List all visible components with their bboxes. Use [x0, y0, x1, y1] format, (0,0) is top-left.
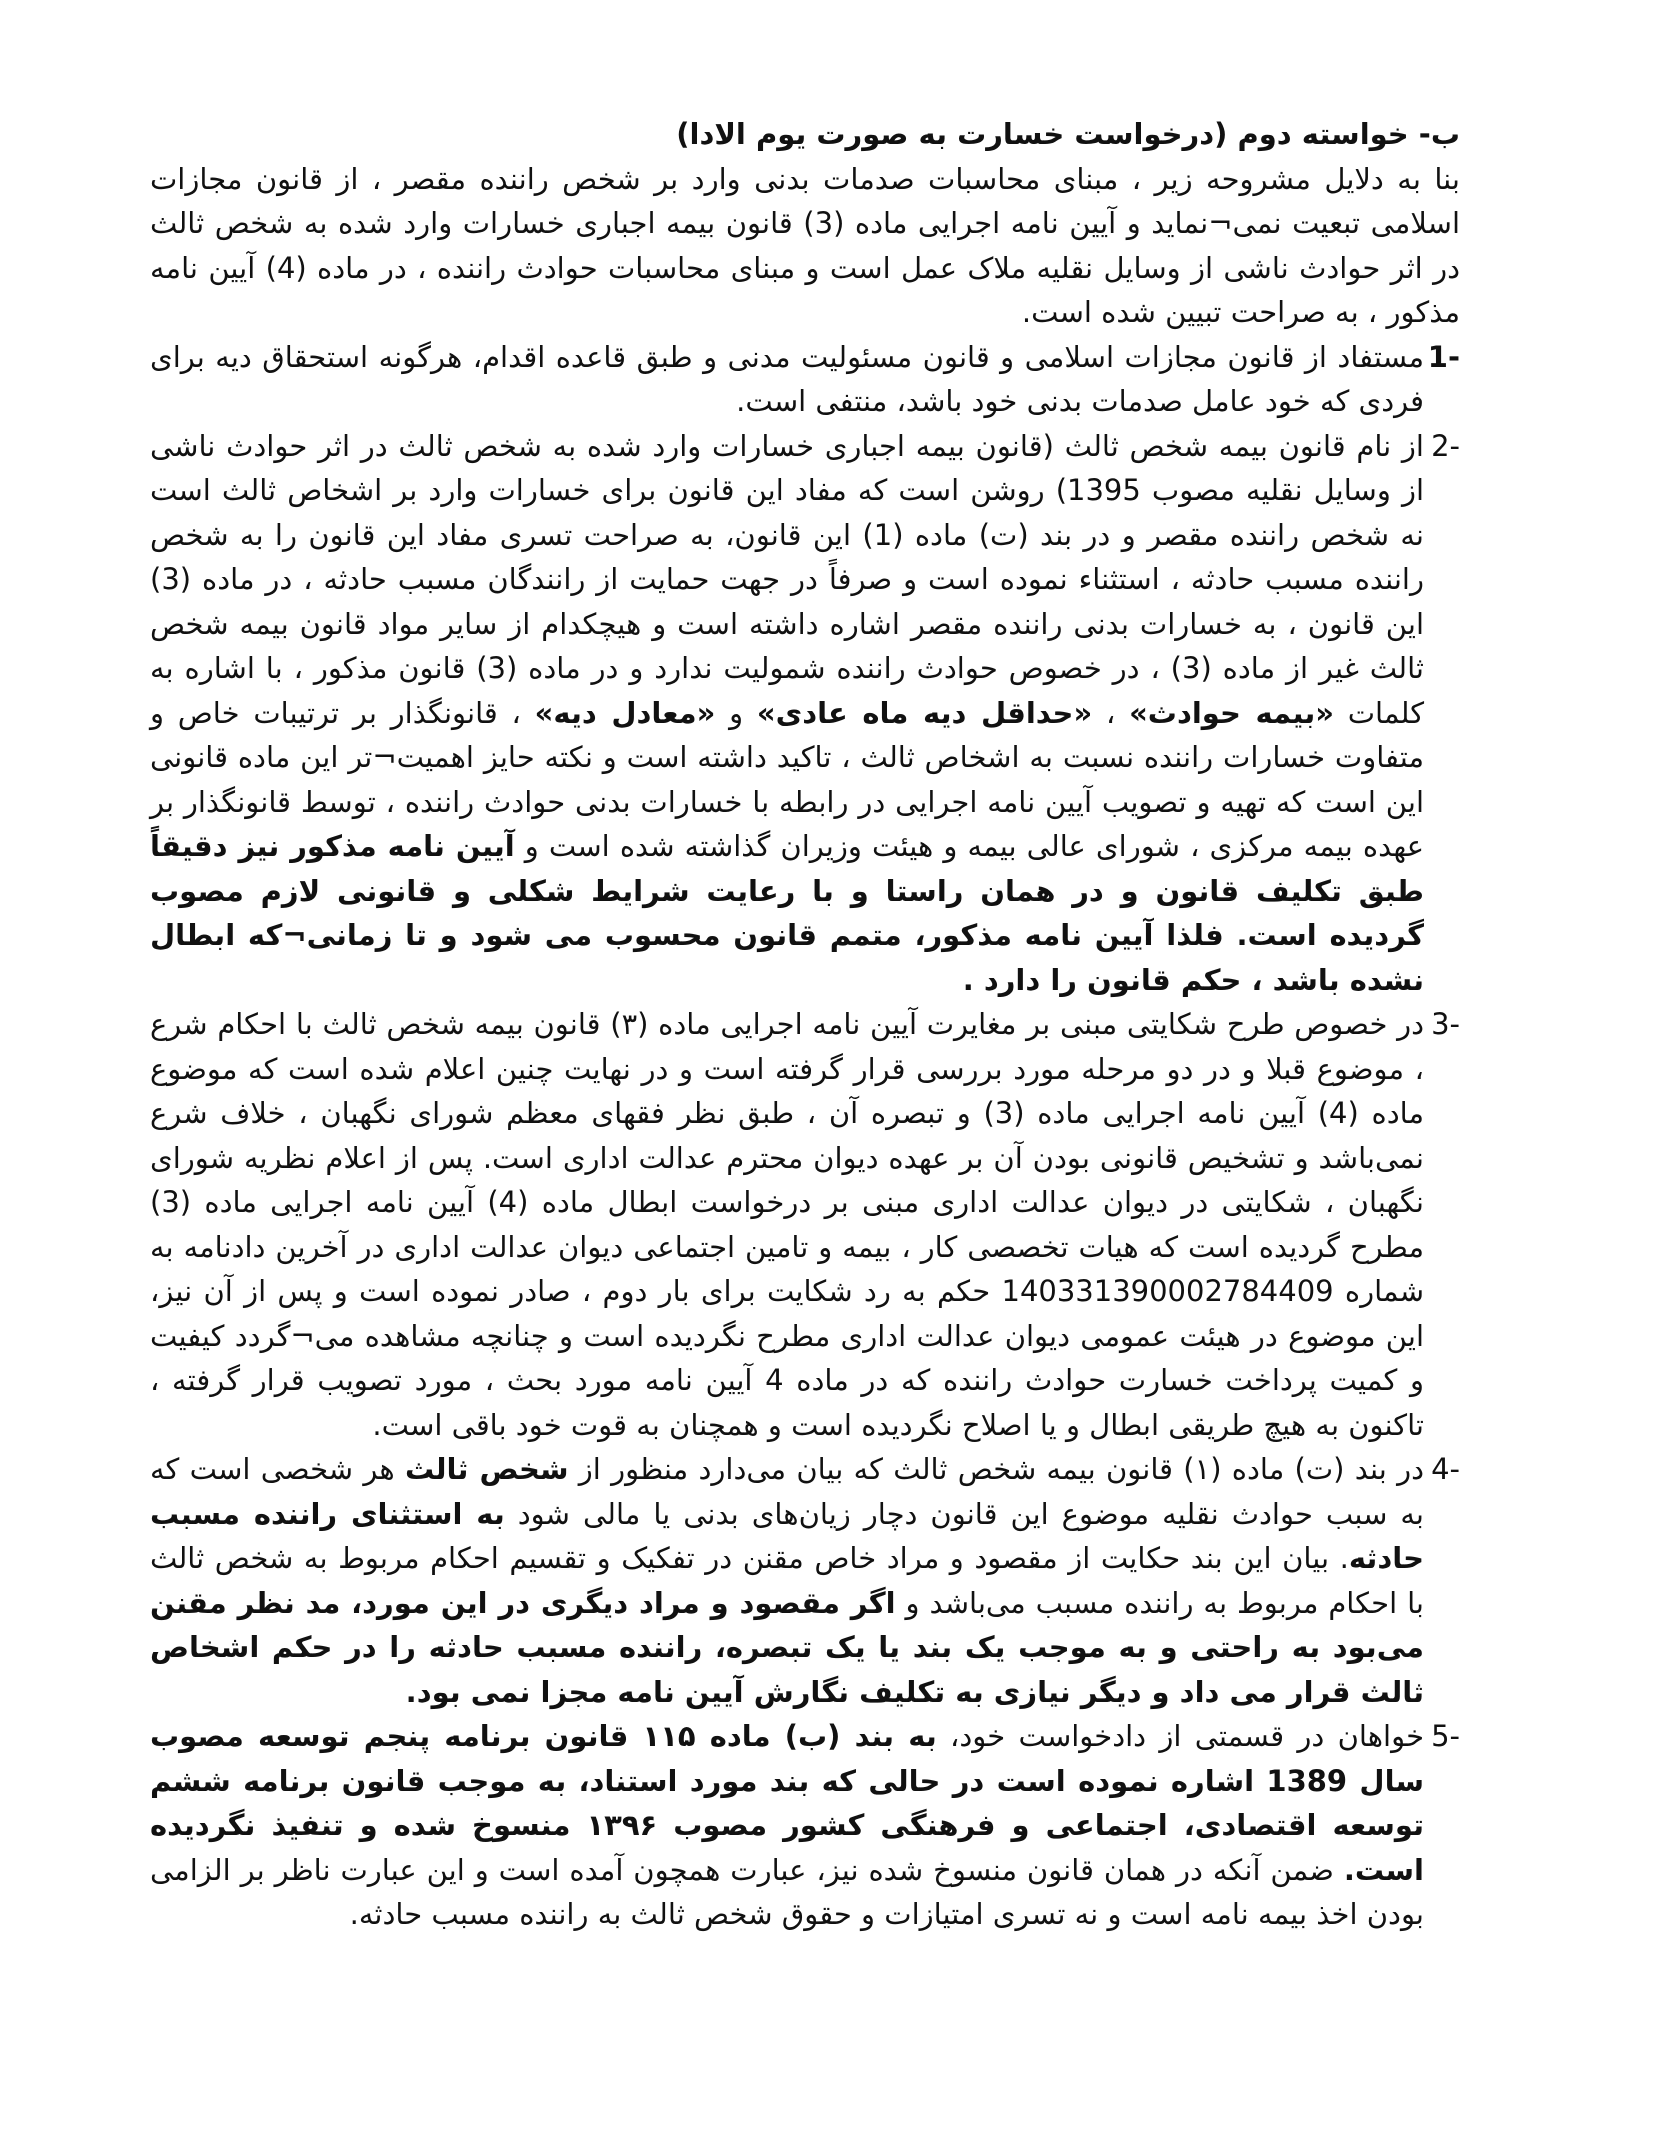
- section-heading: ب- خواسته دوم (درخواست خسارت به صورت یوم الادا): [676, 117, 1460, 151]
- text-run: ،: [1105, 695, 1116, 730]
- text-run: . بیان این بند حکایت از مقصود و مراد خاص مقنن در تفکیک و تقسیم احکام مربوط به شخص ثالث با احکام مربوط به راننده مسبب می‌باشد و: [150, 1541, 1424, 1620]
- list-item-2: [150, 424, 1460, 1003]
- list-item-text: [150, 1714, 1424, 1937]
- bold-text-run: شخص ثالث: [404, 1452, 569, 1486]
- bold-text-run: به استثنای راننده مسبب حادثه: [150, 1496, 1424, 1575]
- text-run: ضمن آنکه در همان قانون منسوخ شده نیز، عبارت همچون آمده است و این عبارت ناظر بر الزامی بودن اخذ بیمه نامه است و نه تسری امتیازات و حقوق شخص ثالث به راننده مسبب حادثه.: [150, 1852, 1424, 1931]
- list-item-text: [150, 1447, 1424, 1714]
- bold-text-run: اگر مقصود و مراد دیگری در این مورد، مد نظر مقنن می‌بود به راحتی و به موجب یک بند یا یک تبصره، راننده مسبب حادثه را در حکم اشخاص ثالث قرار می داد و دیگر نیازی به تکلیف نگارش آیین نامه مجزا نمی بود.: [150, 1585, 1424, 1709]
- list-item-text: مستفاد از قانون مجازات اسلامی و قانون مسئولیت مدنی و طبق قاعده اقدام، هرگونه استحقاق دیه برای فردی که خود عامل صدمات بدنی خود باشد، منتفی است.: [150, 339, 1424, 418]
- bold-text-run: «معادل دیه»: [534, 695, 716, 730]
- text-run: ، قانونگذار بر ترتیبات خاص و متفاوت خسارات راننده نسبت به اشخاص ثالث ، تاکید داشته است و نکته حایز اهمیت¬تر این ماده قانونی این است که تهیه و تصویب آیین نامه اجرایی در رابطه با خسارات بدنی حوادث راننده ، توسط قانونگذار بر عهده بیمه مرکزی ، شورای عالی بیمه و هیئت وزیران گذاشته شده است و: [150, 695, 1425, 863]
- text-run: در بند (ت) ماده (۱) قانون بیمه شخص ثالث که بیان می‌دارد منظور از: [578, 1452, 1425, 1486]
- bold-text-run: به بند (ب) ماده ۱۱۵ قانون برنامه پنجم توسعه مصوب سال 1389 اشاره نموده است در حالی که بند مورد استناد، به موجب قانون برنامه ششم توسعه اقتصادی، اجتماعی و فرهنگی کشور مصوب ۱۳۹۶ منسوخ شده و تنفیذ نگردیده است.: [150, 1719, 1424, 1887]
- text-run: از نام قانون بیمه شخص ثالث (قانون بیمه اجباری خسارات وارد شده به شخص ثالث در اثر حوادث ناشی از وسایل نقلیه مصوب 1395) روشن است که مفاد این قانون برای خسارات وارد بر اشخاص ثالث است نه شخص راننده مقصر و در بند (ت) ماده (1) این قانون، به صراحت تسری مفاد این قانون را به شخص راننده مسبب حادثه ، استثناء نموده است و صرفاً در جهت حمایت از رانندگان مسبب حادثه ، در ماده (3) این قانون ، به خسارات بدنی راننده مقصر اشاره داشته است و هیچکدام از سایر مواد قانون بیمه شخص ثالث غیر از ماده (3) ، در خصوص حوادث راننده شمولیت ندارد و در ماده (3) قانون مذکور ، با اشاره به کلمات: [150, 428, 1425, 730]
- list-item-text: در خصوص طرح شکایتی مبنی بر مغایرت آیین نامه اجرایی ماده (۳) قانون بیمه شخص ثالث با احکام شرع ، موضوع قبلا و در دو مرحله مورد بررسی قرار گرفته است و در نهایت چنین اعلام شده است که موضوع ماده (4) آیین نامه اجرایی ماده (3) و تبصره آن ، طبق نظر فقهای معظم شورای نگهبان ، خلاف شرع نمی‌باشد و تشخیص قانونی بودن آن بر عهده دیوان محترم عدالت اداری است. پس از اعلام نظریه شورای نگهبان ، شکایتی در دیوان عدالت اداری مبنی بر درخواست ابطال ماده (4) آیین نامه اجرایی ماده (3) مطرح گردیده است که هیات تخصصی کار ، بیمه و تامین اجتماعی دیوان عدالت اداری در آخرین دادنامه به شماره 140331390002784409 حکم به رد شکایت برای بار دوم ، صادر نموده است و پس از آن نیز، این موضوع در هیئت عمومی دیوان عدالت اداری مطرح نگردیده است و چنانچه مشاهده می¬گردد کیفیت و کمیت پرداخت خسارت حوادث راننده که در ماده 4 آیین نامه مورد بحث ، مورد تصویب قرار گرفته ، تاکنون به هیچ طریقی ابطال و یا اصلاح نگردیده است و همچنان به قوت خود باقی است.: [150, 1007, 1425, 1442]
- text-run: و: [729, 695, 744, 730]
- document-page: [150, 112, 1460, 1937]
- list-item-text: [150, 424, 1424, 1003]
- bold-text-run: «بیمه حوادث»: [1129, 695, 1334, 730]
- list-item-number: -1: [1427, 339, 1460, 374]
- list-item-number: -5: [1431, 1719, 1460, 1753]
- intro-paragraph: بنا به دلایل مشروحه زیر ، مبنای محاسبات صدمات بدنی وارد بر شخص راننده مقصر ، از قانون مجازات اسلامی تبعیت نمی¬نماید و آیین نامه اجرایی ماده (3) قانون بیمه اجباری خسارات وارد شده به شخص ثالث در اثر حوادث ناشی از وسایل نقلیه ملاک عمل است و مبنای محاسبات حوادث راننده ، در ماده (4) آیین نامه مذکور ، به صراحت تبیین شده است.: [150, 161, 1460, 329]
- text-run: هر شخصی است که به سبب حوادث نقلیه موضوع این قانون دچار زیان‌های بدنی یا مالی شود: [150, 1452, 1425, 1531]
- text-run: خواهان در قسمتی از دادخواست خود،: [950, 1719, 1424, 1753]
- list-item-1: [150, 335, 1460, 424]
- list-item-4: [150, 1447, 1460, 1714]
- list-item-number: -4: [1431, 1452, 1460, 1486]
- list-item-number: -2: [1431, 428, 1460, 463]
- list-item-number: -3: [1431, 1007, 1460, 1041]
- list-item-5: [150, 1714, 1460, 1937]
- numbered-list: [150, 335, 1460, 1937]
- list-item-3: [150, 1002, 1460, 1447]
- bold-text-run: «حداقل دیه ماه عادی»: [756, 695, 1093, 730]
- bold-text-run: آیین نامه مذکور نیز دقیقاً طبق تکلیف قانون و در همان راستا و با رعایت شرایط شکلی و قانونی لازم مصوب گردیده است. فلذا آیین نامه مذکور، متمم قانون محسوب می شود و تا زمانی¬که ابطال نشده باشد ، حکم قانون را دارد .: [150, 829, 1424, 997]
